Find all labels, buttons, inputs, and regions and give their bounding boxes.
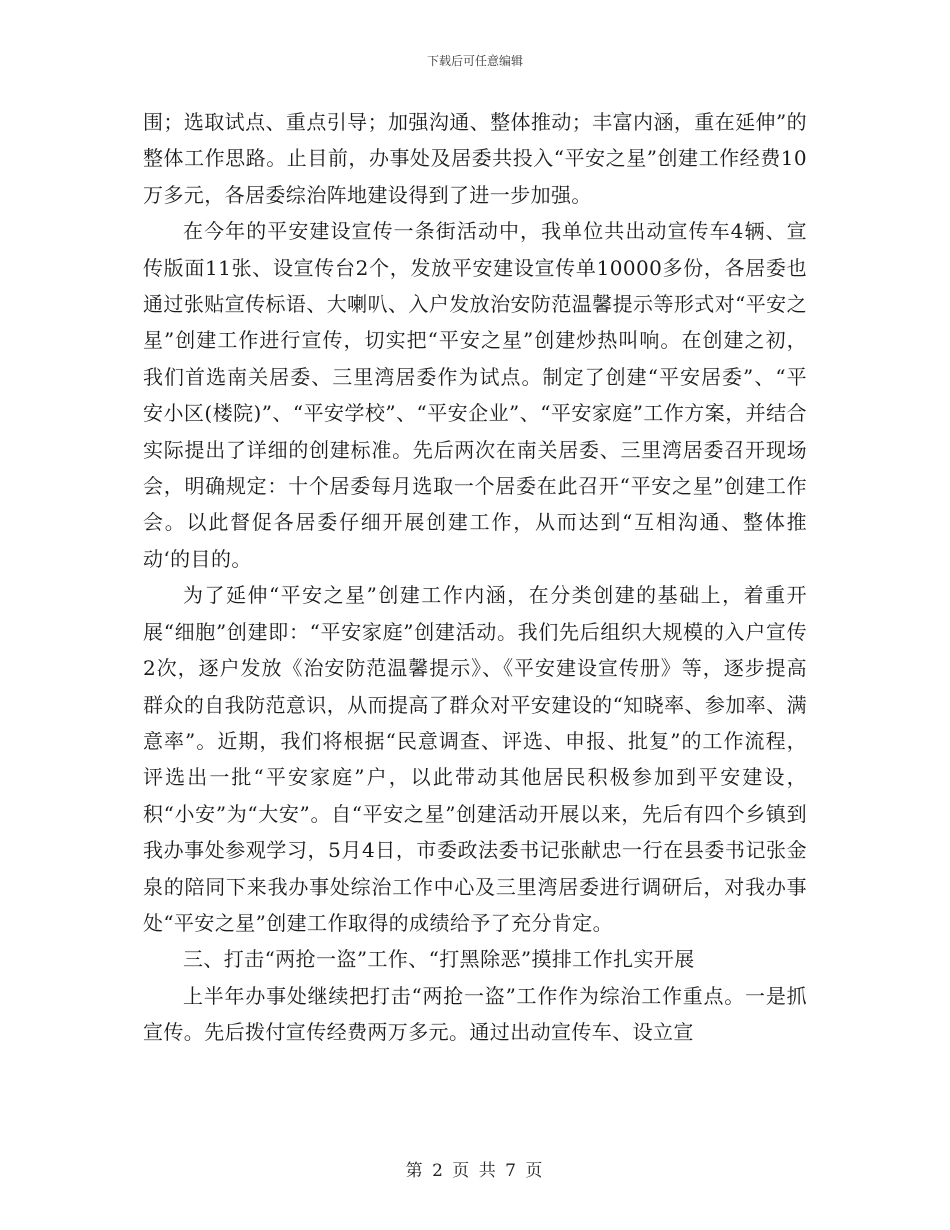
paragraph-4: 上半年办事处继续把打击“两抢一盗”工作作为综治工作重点。一是抓宣传。先后拨付宣传经费两万多元。通过出动宣传车、设立宣 — [143, 983, 807, 1045]
paragraph-2: 在今年的平安建设宣传一条街活动中，我单位共出动宣传车4辆、宣传版面11张、设宣传台2个，发放平安建设宣传单10000多份，各居委也通过张贴宣传标语、大喇叭、入户发放治安防范温馨提示等形式对“平安之星”创建工作进行宣传，切实把“平安之星”创建炒热叫响。在创建之初，我们首选南关居委、三里湾居委作为试点。制定了创建“平安居委”、“平安小区(楼院)”、“平安学校”、“平安企业”、“平安家庭”工作方案，并结合实际提出了详细的创建标准。先后两次在南关居委、三里湾居委召开现场会，明确规定：十个居委每月选取一个居委在此召开“平安之星”创建工作会。以此督促各居委仔细开展创建工作，从而达到“互相沟通、整体推动‘的目的。 — [143, 219, 807, 571]
page-footer: 第 2 页 共 7 页 — [405, 1161, 545, 1181]
section-heading-3: 三、打击“两抢一盗”工作、“打黑除恶”摸排工作扎实开展 — [183, 947, 695, 972]
paragraph-1: 围；选取试点、重点引导；加强沟通、整体推动；丰富内涵，重在延伸”的整体工作思路。止目前，办事处及居委共投入“平安之星”创建工作经费10万多元，各居委综治阵地建设得到了进一步加强。 — [143, 110, 807, 207]
paragraph-3: 为了延伸“平安之星”创建工作内涵，在分类创建的基础上，着重开展“细胞”创建即：“平安家庭”创建活动。我们先后组织大规模的入户宣传2次，逐户发放《治安防范温馨提示》、《平安建设宣传册》等，逐步提高群众的自我防范意识，从而提高了群众对平安建设的“知晓率、参加率、满意率”。近期，我们将根据“民意调查、评选、申报、批复”的工作流程，评选出一批“平安家庭”户，以此带动其他居民积极参加到平安建设，积“小安”为“大安”。自“平安之星”创建活动开展以来，先后有四个乡镇到我办事处参观学习，5月4日，市委政法委书记张献忠一行在县委书记张金泉的陪同下来我办事处综治工作中心及三里湾居委进行调研后，对我办事处“平安之星”创建工作取得的成绩给予了充分肯定。 — [143, 583, 807, 935]
document-body — [143, 104, 807, 1051]
page-header: 下载后可任意编辑 — [426, 54, 523, 68]
